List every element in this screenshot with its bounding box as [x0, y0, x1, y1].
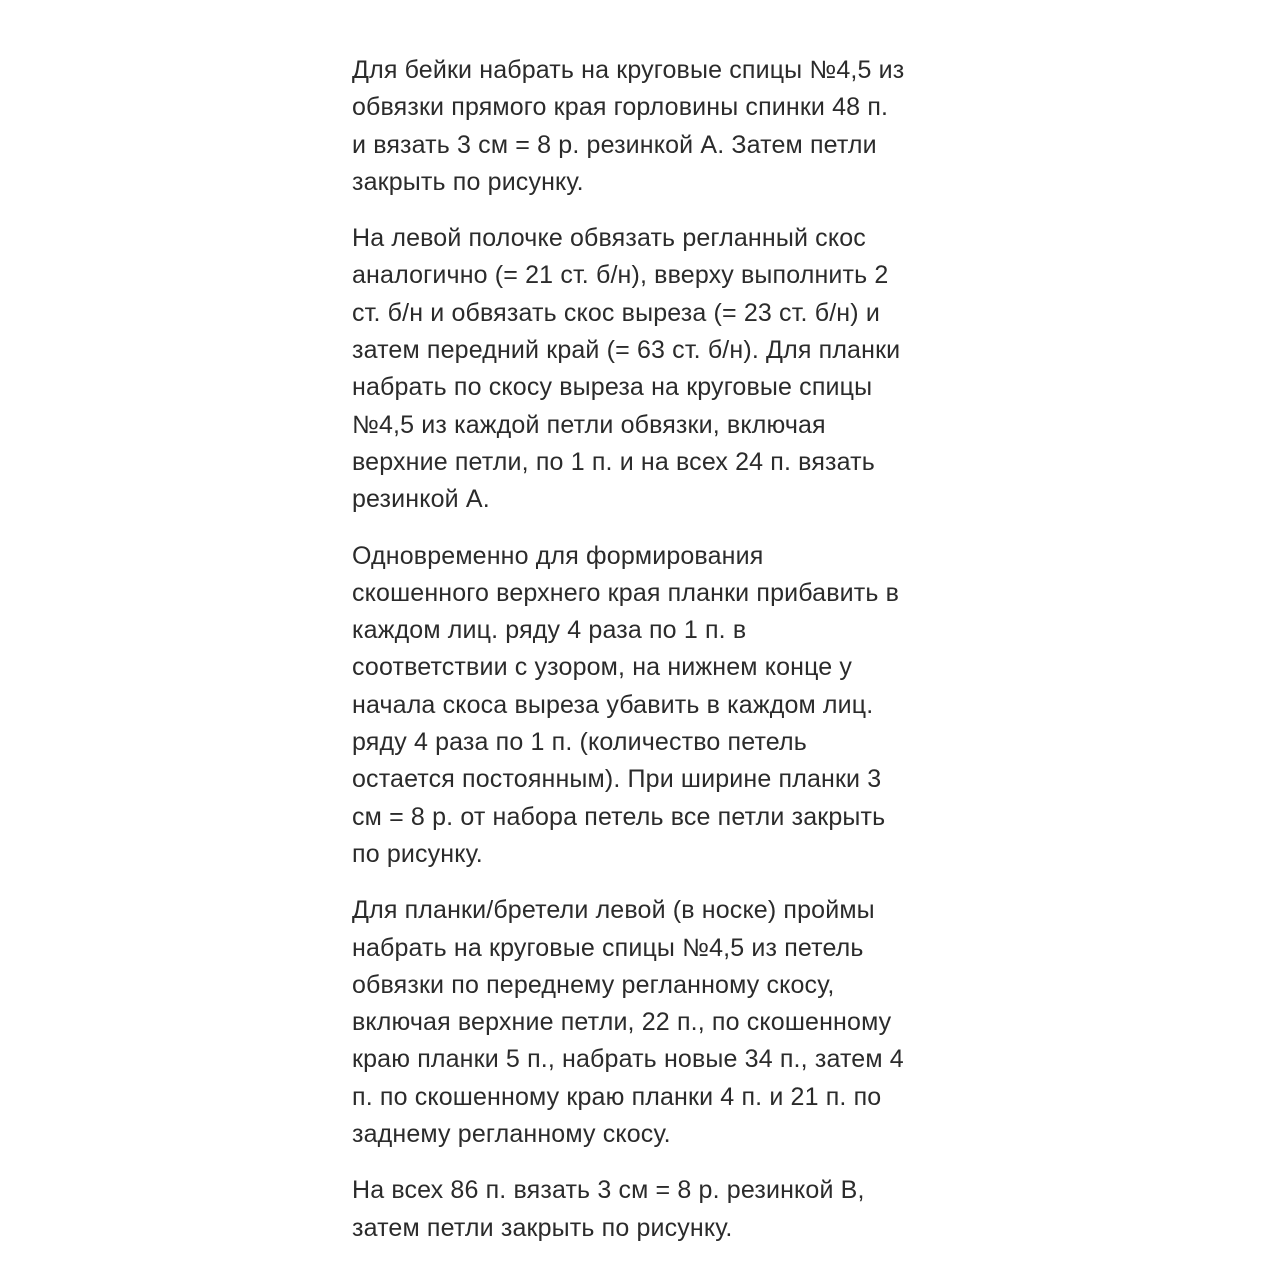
text-line: Одновременно для формирования: [352, 541, 764, 570]
text-line: Для бейки набрать на круговые спицы №4,5 из: [352, 56, 905, 84]
text-line: На левой полочке обвязать регланный скос: [352, 224, 866, 253]
text-line: закрыть по рисунку.: [352, 167, 584, 196]
text-line: На всех 86 п. вязать 3 см = 8 р. резинкой В,: [352, 1176, 865, 1205]
text-line: ст. б/н и обвязать скос выреза (= 23 ст. б/н) и: [352, 298, 880, 327]
text-line: см = 8 р. от набора петель все петли закрыть: [352, 802, 886, 831]
paragraph-finish: [352, 1172, 942, 1247]
text-line: резинкой А.: [352, 485, 490, 514]
text-line: обвязки по переднему регланному скосу,: [352, 970, 835, 999]
text-line: остается постоянным). При ширине планки 3: [352, 765, 882, 794]
text-line: №4,5 из каждой петли обвязки, включая: [352, 410, 826, 439]
paragraph-neckband: [352, 52, 942, 201]
text-line: затем петли закрыть по рисунку.: [352, 1213, 733, 1242]
text-line: начала скоса выреза убавить в каждом лиц.: [352, 690, 874, 719]
text-line: набрать по скосу выреза на круговые спицы: [352, 373, 873, 402]
text-line: п. по скошенному краю планки 4 п. и 21 п. по: [352, 1082, 882, 1111]
text-line: затем передний край (= 63 ст. б/н). Для планки: [352, 336, 901, 365]
text-line: ряду 4 раза по 1 п. (количество петель: [352, 728, 807, 757]
text-line: по рисунку.: [352, 839, 483, 868]
text-line: обвязки прямого края горловины спинки 48 п.: [352, 93, 889, 122]
text-line: соответствии с узором, на нижнем конце у: [352, 653, 853, 682]
paragraph-band-shaping: [352, 538, 942, 874]
text-line: скошенного верхнего края планки прибавить в: [352, 578, 900, 607]
text-line: аналогично (= 21 ст. б/н), вверху выполнить 2: [352, 261, 889, 290]
text-line: верхние петли, по 1 п. и на всех 24 п. вязать: [352, 447, 875, 476]
text-line: включая верхние петли, 22 п., по скошенному: [352, 1008, 892, 1037]
text-line: Для планки/бретели левой (в носке) проймы: [352, 896, 875, 925]
text-line: набрать на круговые спицы №4,5 из петель: [352, 933, 864, 962]
text-line: заднему регланному скосу.: [352, 1120, 671, 1149]
article-body: [352, 52, 942, 1266]
text-line: и вязать 3 см = 8 р. резинкой А. Затем петли: [352, 130, 877, 159]
paragraph-armhole-strap: [352, 892, 942, 1153]
text-line: краю планки 5 п., набрать новые 34 п., затем 4: [352, 1045, 904, 1074]
paragraph-left-front: [352, 220, 942, 518]
text-line: каждом лиц. ряду 4 раза по 1 п. в: [352, 616, 747, 645]
